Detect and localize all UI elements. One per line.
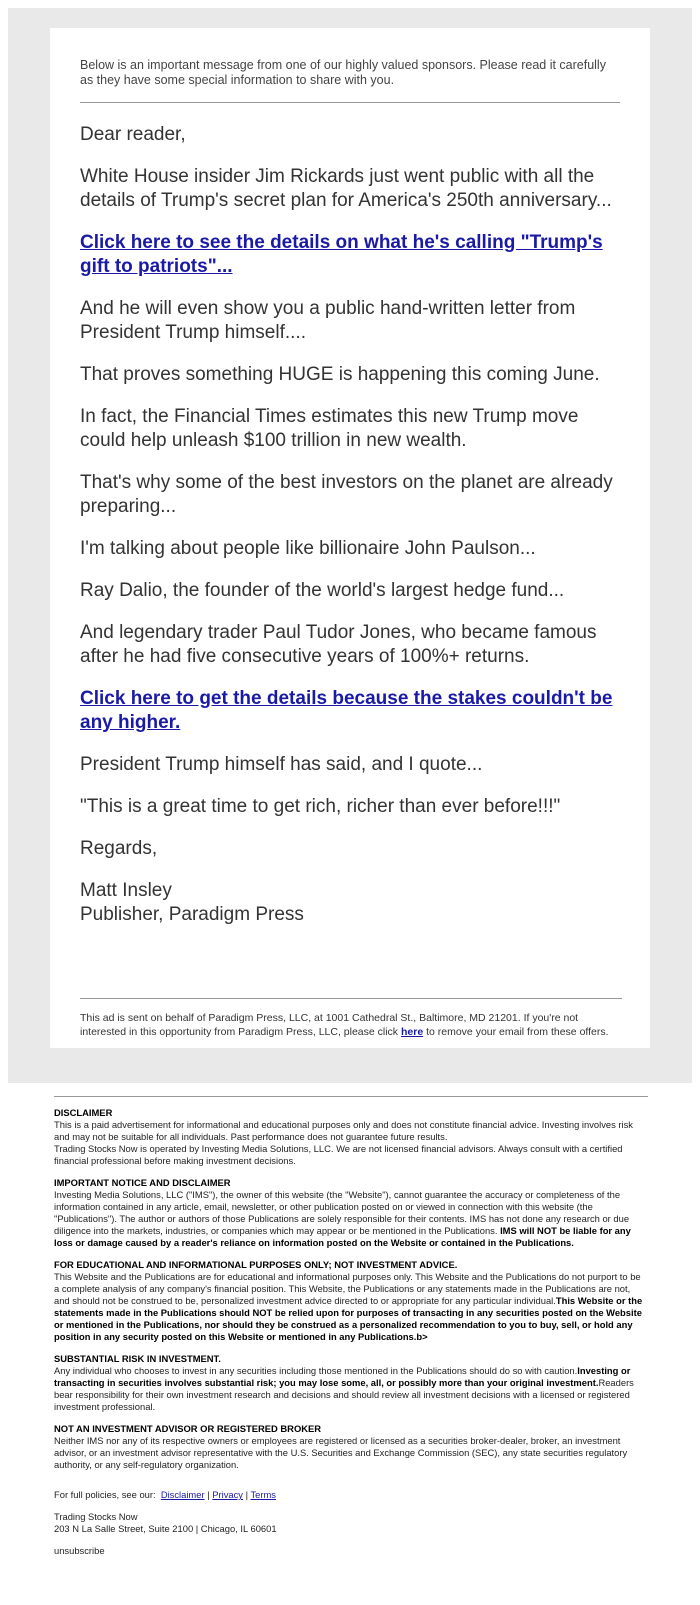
educational-text [54,1271,648,1343]
paragraph-4: In fact, the Financial Times estimates this new Trump move could help unleash $100 trillion in new wealth. [80,406,579,451]
advisor-heading: NOT AN INVESTMENT ADVISOR OR REGISTERED BROKER [54,1423,322,1434]
signer-name: Matt Insley [80,880,172,901]
disclaimer-text: This is a paid advertisement for informational and educational purposes only and does not constitute financial advice. Investing involves risk and may not be suitable for all individuals. Past performance does not guarantee future results. [54,1119,633,1142]
remove-email-link[interactable]: here [400,1026,424,1038]
risk-bold: Investing or transacting in securities involves substantial risk; you may lose some, all, or possibly more than your original investment. [54,1365,631,1388]
disclaimer-section [54,1107,648,1167]
risk-heading: SUBSTANTIAL RISK IN INVESTMENT. [54,1353,221,1364]
paragraph-2: And he will even show you a public hand-written letter from President Trump himself.... [80,298,576,343]
advisor-text: Neither IMS nor any of its respective owners or employees are registered or licensed as a securities broker-dealer, broker, an investment advisor, or an investment advisor representative with the U.S. Securities and Exchange Commission (SEC), any state securities regulatory authority, or any self-regulatory organization. [54,1435,628,1470]
educational-heading: FOR EDUCATIONAL AND INFORMATIONAL PURPOSES ONLY; NOT INVESTMENT ADVICE. [54,1259,458,1270]
disclaimer-heading: DISCLAIMER [54,1107,113,1118]
policy-separator: | [245,1489,249,1500]
risk-text [54,1365,648,1413]
email-outer-background [8,8,692,1083]
notice-bold: IMS will NOT be liable for any loss or damage caused by a reader's reliance on information posted on the Website or contained in the Publications. [54,1225,631,1248]
paragraph-6: I'm talking about people like billionaire John Paulson... [80,538,536,559]
company-name: Trading Stocks Now [54,1511,138,1522]
cta-link-gift-to-patriots[interactable]: Click here to see the details on what he's calling "Trump's gift to patriots"... [80,232,603,277]
unsubscribe-line [54,1545,648,1557]
educational-body: This Website and the Publications are for educational and informational purposes only. This Website and the Publications do not purport to be a complete analysis of any company's financial position. This Website, the Publications or any statements made in the Publications are not, and should not be construed to be, personalized investment advice directed to or appropriate for any particular individual. [54,1271,641,1306]
ad-footer-text-end: to remove your email from these offers. [423,1026,609,1038]
message-body [80,123,620,927]
policies-label: For full policies, see our: [54,1489,156,1500]
risk-section [54,1353,648,1413]
educational-section [54,1259,648,1343]
divider [80,102,620,103]
policies-line [54,1489,648,1501]
quote: "This is a great time to get rich, richer than ever before!!!" [80,796,561,817]
company-address [54,1511,648,1535]
cta-paragraph-2 [80,687,620,735]
paragraph-7: Ray Dalio, the founder of the world's largest hedge fund... [80,580,565,601]
paragraph-5: That's why some of the best investors on the planet are already preparing... [80,472,613,517]
notice-text [54,1189,648,1249]
unsubscribe-link[interactable]: unsubscribe [54,1545,105,1556]
ad-footer-text: This ad is sent on behalf of Paradigm Press, LLC, at 1001 Cathedral St., Baltimore, MD 21201. If you're not interested in this opportunity from Paradigm Press, LLC, please click [80,1012,579,1038]
disclaimer-text-2: Trading Stocks Now is operated by Investing Media Solutions, LLC. We are not licensed financial advisors. Always consult with a certified financial professional before making investment decisions. [54,1143,623,1166]
terms-link[interactable]: Terms [250,1489,276,1500]
cta-paragraph-1 [80,231,620,279]
disclaimer-link[interactable]: Disclaimer [160,1489,205,1500]
notice-section [54,1177,648,1249]
cta-link-stakes[interactable]: Click here to get the details because the stakes couldn't be any higher. [80,688,613,733]
risk-body: Any individual who chooses to invest in any securities including those mentioned in the Publications should do so with caution. [54,1365,578,1376]
paragraph-3: That proves something HUGE is happening this coming June. [80,364,600,385]
privacy-link[interactable]: Privacy [212,1489,243,1500]
educational-bold: This Website or the statements made in the Publications should NOT be relied upon for purposes of transacting in any securities posted on the Website or mentioned in the Publications, nor should they be construed as a personalized recommendation to you to buy, sell, or hold any position in any security posted on this Website or mentioned in any Publications.b> [54,1295,643,1342]
paragraph-8: And legendary trader Paul Tudor Jones, who became famous after he had five consecutive years of 100%+ returns. [80,622,597,667]
signature [80,879,620,927]
message-card [50,28,650,1048]
greeting: Dear reader, [80,124,186,145]
regards: Regards, [80,838,158,859]
advisor-section [54,1423,648,1471]
policy-separator: | [207,1489,210,1500]
notice-body: Investing Media Solutions, LLC ("IMS"), the owner of this website (the "Website"), cannot guarantee the accuracy or completeness of the information contained in any article, email, newsletter, or other publication posted on or viewed in connection with this website (the "Publications"). The author or authors of those Publications are solely responsible for their contents. IMS has not done any research or due diligence into the markets, industries, or companies which may appear or be mentioned in the Publications. [54,1189,630,1236]
street-address: 203 N La Salle Street, Suite 2100 | Chicago, IL 60601 [54,1523,277,1534]
notice-heading: IMPORTANT NOTICE AND DISCLAIMER [54,1177,231,1188]
paragraph-9: President Trump himself has said, and I quote... [80,754,483,775]
sponsor-note: Below is an important message from one of our highly valued sponsors. Please read it carefully as they have some special information to share with you. [80,58,606,87]
paragraph-1: White House insider Jim Rickards just went public with all the details of Trump's secret plan for America's 250th anniversary... [80,166,612,211]
risk-body-2: Readers bear responsibility for their own investment research and decisions and should review all investment decisions with a licensed or registered investment professional. [54,1377,634,1412]
signer-title: Publisher, Paradigm Press [80,904,304,925]
legal-disclaimers [54,1096,648,1557]
ad-footer [80,998,622,1039]
